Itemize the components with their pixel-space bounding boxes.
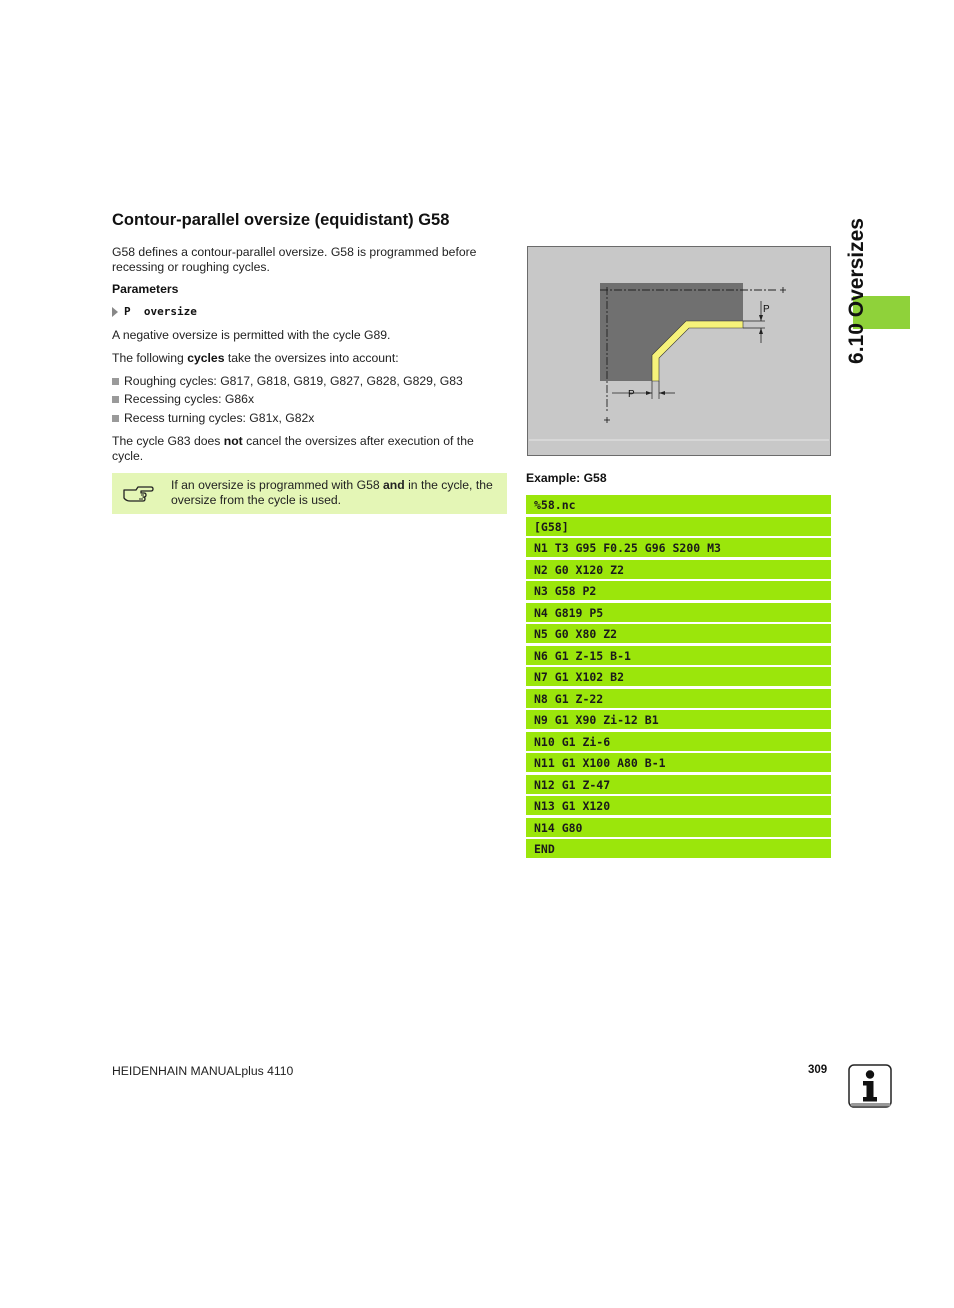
chapter-title-text: 6.10 Oversizes [845,218,868,364]
list-item-text: Recessing cycles: G86x [124,392,255,406]
tip-post: in the cycle, the oversize from the cycle is used. [171,478,493,507]
g83-note-pre: The cycle G83 does [112,434,224,448]
parameter-text: P oversize [124,305,197,318]
tip-text [171,478,501,507]
section-title: Contour-parallel oversize (equidistant) G58 [112,211,450,229]
pointing-hand-icon [122,481,154,503]
oversize-figure [527,246,831,456]
code-line: N12 G1 Z-47 [526,775,831,794]
footer-manual-name: HEIDENHAIN MANUALplus 4110 [112,1064,294,1078]
code-line: %58.nc [526,495,831,514]
oversize-diagram [528,247,830,455]
cycles-intro-post: take the oversizes into account: [224,351,399,365]
negative-oversize-note: A negative oversize is permitted with the cycle G89. [112,328,391,342]
info-icon [848,1064,892,1108]
g83-note [112,434,504,463]
code-line: N10 G1 Zi-6 [526,732,831,751]
g83-note-bold: not [223,434,243,448]
square-bullet-icon [112,415,119,422]
cycles-intro-pre: The following [112,351,188,365]
cycles-intro-bold: cycles [187,351,225,365]
tip-pre: If an oversize is programmed with G58 [171,478,384,492]
code-line: END [526,839,831,858]
g83-note-post: cancel the oversizes after execution of the cycle. [112,434,474,463]
parameter-item [112,305,197,318]
dimension-label-top: P [763,304,770,315]
code-line: N14 G80 [526,818,831,837]
list-item [112,392,254,406]
code-line: [G58] [526,517,831,536]
code-line: N6 G1 Z-15 B-1 [526,646,831,665]
tip-bold: and [383,478,405,492]
code-line: N5 G0 X80 Z2 [526,624,831,643]
cycles-intro [112,351,504,366]
list-item-text: Recess turning cycles: G81x, G82x [124,411,315,425]
code-line: N1 T3 G95 F0.25 G96 S200 M3 [526,538,831,557]
code-listing [526,495,831,861]
code-line: N8 G1 Z-22 [526,689,831,708]
page-number: 309 [808,1064,828,1076]
intro-paragraph: G58 defines a contour-parallel oversize. G58 is programmed before recessing or roughing cycles. [112,245,477,274]
square-bullet-icon [112,378,119,385]
dimension-label-bottom: P [628,389,635,400]
code-line: N9 G1 X90 Zi-12 B1 [526,710,831,729]
chapter-title [827,211,887,371]
tip-box [112,473,507,514]
code-line: N11 G1 X100 A80 B-1 [526,753,831,772]
square-bullet-icon [112,396,119,403]
triangle-bullet-icon [112,307,118,317]
list-item [112,411,314,425]
code-line: N7 G1 X102 B2 [526,667,831,686]
code-line: N2 G0 X120 Z2 [526,560,831,579]
code-line: N13 G1 X120 [526,796,831,815]
parameters-heading: Parameters [112,282,179,296]
code-line: N3 G58 P2 [526,581,831,600]
list-item [112,374,463,388]
example-label: Example: G58 [526,471,607,485]
list-item-text: Roughing cycles: G817, G818, G819, G827, G828, G829, G83 [124,374,463,388]
code-line: N4 G819 P5 [526,603,831,622]
